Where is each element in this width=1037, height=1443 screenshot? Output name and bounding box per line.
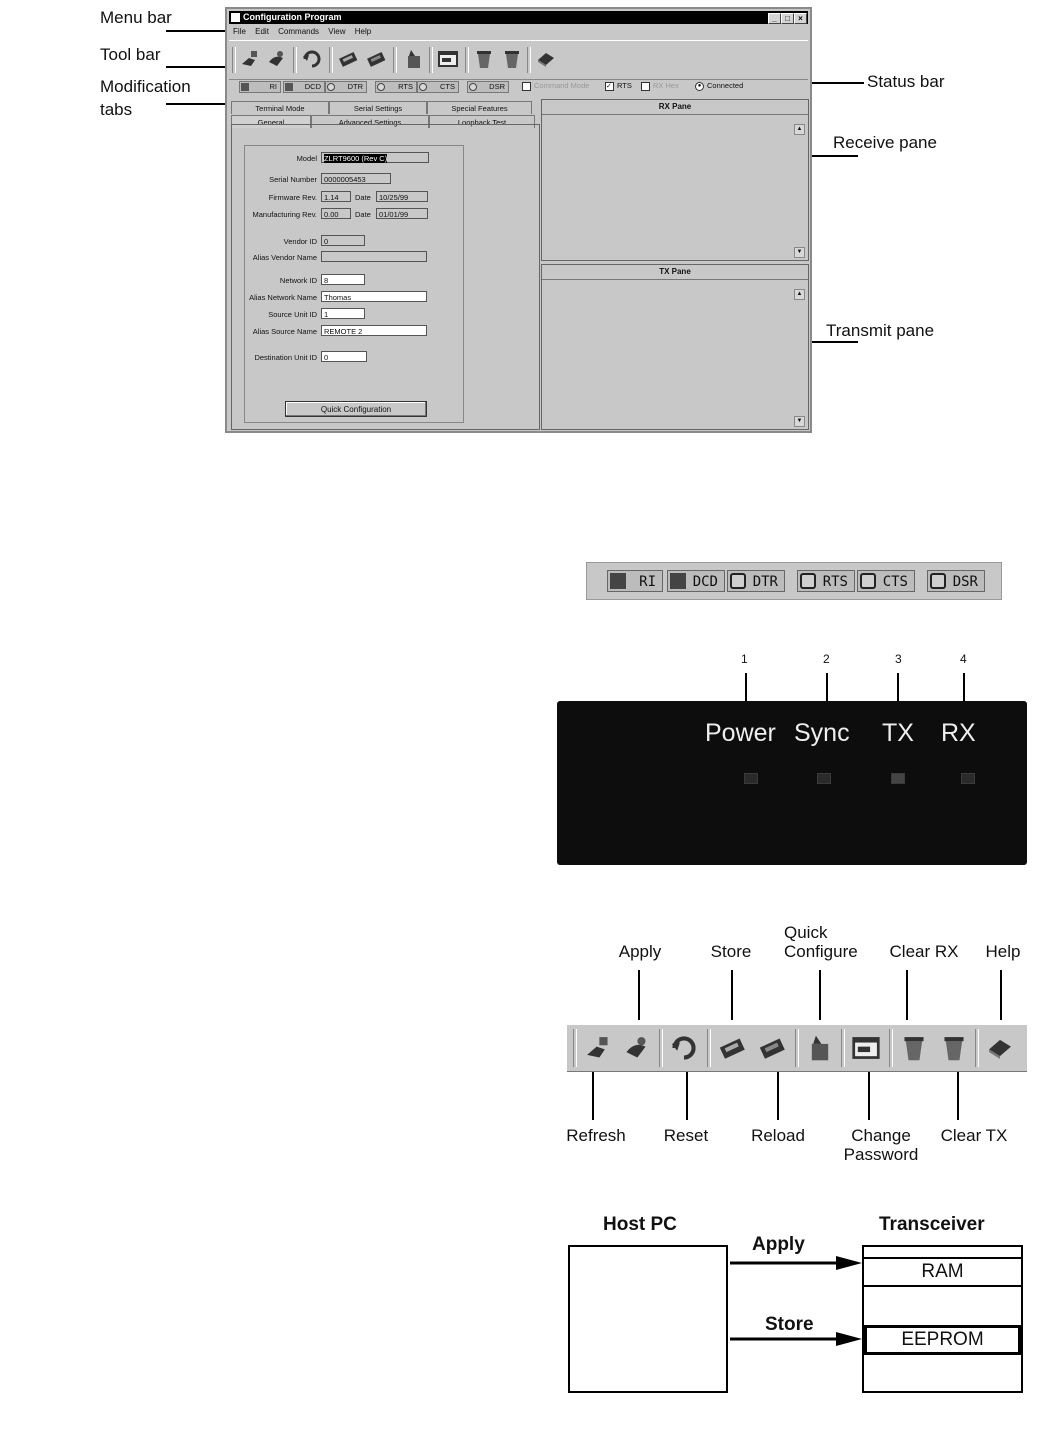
help-icon[interactable]: [985, 1033, 1015, 1063]
tool-bar: [229, 40, 808, 80]
led-dtr: DTR: [325, 81, 367, 93]
tool-bar-callout: Tool bar: [100, 45, 161, 64]
menu-view[interactable]: View: [328, 27, 346, 36]
store-arrow-label: Store: [765, 1314, 814, 1335]
tab-general[interactable]: General: [231, 115, 311, 128]
reset-icon[interactable]: [301, 48, 323, 70]
indicator-number-2: 2: [823, 652, 830, 666]
strip-led-dcd: DCD: [667, 570, 725, 592]
transmit-pane-callout: Transmit pane: [826, 321, 935, 340]
status-led-strip: [586, 562, 1002, 600]
alias-vendor-name-field: [321, 251, 427, 262]
reset-legend: Reset: [663, 1126, 709, 1145]
tx-scroll-down-button[interactable]: ▼: [794, 416, 805, 427]
strip-led-ri: RI: [607, 570, 663, 592]
receive-pane-callout: Receive pane: [833, 133, 937, 152]
firmware-rev-field: 1.14: [321, 191, 351, 202]
vendor-id-field: 0: [321, 235, 365, 246]
power-led: [744, 773, 758, 784]
status-bar-callout: Status bar: [867, 72, 945, 91]
ram-block: RAM: [864, 1257, 1021, 1287]
configuration-window: [225, 7, 812, 433]
tab-advanced-settings[interactable]: Advanced Settings: [311, 115, 429, 128]
indicator-number-1: 1: [741, 652, 748, 666]
refresh-icon[interactable]: [583, 1033, 613, 1063]
indicator-number-4: 4: [960, 652, 967, 666]
menu-commands[interactable]: Commands: [278, 27, 320, 36]
device-info-group: [244, 145, 464, 423]
change-password-icon[interactable]: [851, 1033, 881, 1063]
menu-bar-callout: Menu bar: [100, 8, 172, 27]
led-rts: RTS: [375, 81, 417, 93]
clear-tx-icon[interactable]: [501, 48, 523, 70]
quick-configure-legend: Quick Configure: [784, 923, 858, 961]
change-password-icon[interactable]: [437, 48, 459, 70]
power-label: Power: [705, 719, 776, 747]
host-pc-box: [568, 1245, 728, 1393]
clear-tx-icon[interactable]: [939, 1033, 969, 1063]
alias-vendor-name-label: Alias Vendor Name: [252, 253, 317, 262]
model-label: Model: [296, 154, 317, 163]
destination-unit-id-field[interactable]: 0: [321, 351, 367, 362]
model-field: ZLRT9600 (Rev C): [321, 152, 429, 163]
menu-edit[interactable]: Edit: [255, 27, 269, 36]
rx-scroll-down-button[interactable]: ▼: [794, 247, 805, 258]
manufacturing-rev-label: Manufacturing Rev.: [252, 210, 317, 219]
reload-icon[interactable]: [365, 48, 387, 70]
alias-source-name-label: Alias Source Name: [252, 327, 317, 336]
change-password-legend: Change Password: [843, 1126, 919, 1164]
source-unit-id-field[interactable]: 1: [321, 308, 365, 319]
general-panel: [231, 124, 540, 430]
tx-pane: [541, 264, 809, 430]
manufacturing-date-label: Date: [355, 210, 371, 219]
transceiver-heading: Transceiver: [879, 1214, 985, 1235]
destination-unit-id-label: Destination Unit ID: [254, 353, 317, 362]
network-id-field[interactable]: 8: [321, 274, 365, 285]
alias-network-name-label: Alias Network Name: [249, 293, 317, 302]
reload-icon[interactable]: [757, 1033, 787, 1063]
rts-checkbox[interactable]: ✓: [605, 82, 614, 91]
quick-configuration-button[interactable]: Quick Configuration: [285, 401, 427, 417]
connected-label: Connected: [707, 81, 744, 90]
clear-rx-icon[interactable]: [473, 48, 495, 70]
rx-pane-title: RX Pane: [542, 100, 808, 115]
indicator-number-3: 3: [895, 652, 902, 666]
source-unit-id-label: Source Unit ID: [268, 310, 317, 319]
firmware-date-field: 10/25/99: [376, 191, 428, 202]
minimize-button[interactable]: _: [768, 13, 781, 24]
rx-led: [961, 773, 975, 784]
strip-led-rts: RTS: [797, 570, 855, 592]
firmware-rev-label: Firmware Rev.: [268, 193, 317, 202]
rx-hex-label: RX Hex: [653, 81, 679, 90]
store-legend: Store: [710, 942, 752, 961]
menu-help[interactable]: Help: [354, 27, 372, 36]
rx-hex-checkbox[interactable]: [641, 82, 650, 91]
menu-bar: [229, 25, 808, 38]
title-bar: [229, 11, 808, 24]
store-icon[interactable]: [337, 48, 359, 70]
window-title: Configuration Program: [243, 12, 342, 22]
sync-label: Sync: [794, 719, 850, 747]
strip-led-dsr: DSR: [927, 570, 985, 592]
apply-icon[interactable]: [621, 1033, 651, 1063]
tx-pane-title: TX Pane: [542, 265, 808, 280]
tab-special-features[interactable]: Special Features: [427, 101, 532, 114]
tab-loopback-test[interactable]: Loopback Test: [429, 115, 535, 128]
alias-source-name-field[interactable]: REMOTE 2: [321, 325, 427, 336]
clear-rx-legend: Clear RX: [889, 942, 959, 961]
status-bar: [229, 79, 808, 93]
manufacturing-date-field: 01/01/99: [376, 208, 428, 219]
serial-number-label: Serial Number: [269, 175, 317, 184]
led-ri: RI: [239, 81, 281, 93]
clear-rx-icon[interactable]: [899, 1033, 929, 1063]
transceiver-box: [862, 1245, 1023, 1393]
sync-led: [817, 773, 831, 784]
help-icon[interactable]: [535, 48, 557, 70]
network-id-label: Network ID: [279, 276, 317, 285]
tx-label: TX: [882, 719, 914, 747]
command-mode-checkbox[interactable]: [522, 82, 531, 91]
menu-file[interactable]: File: [233, 27, 246, 36]
led-cts: CTS: [417, 81, 459, 93]
apply-arrow-label: Apply: [752, 1234, 805, 1255]
serial-number-field: 0000005453: [321, 173, 391, 184]
alias-network-name-field[interactable]: Thomas: [321, 291, 427, 302]
quick-configure-icon[interactable]: [403, 48, 425, 70]
tx-led: [891, 773, 905, 784]
reset-icon[interactable]: [669, 1033, 699, 1063]
firmware-date-label: Date: [355, 193, 371, 202]
led-dsr: DSR: [467, 81, 509, 93]
app-icon: [231, 13, 240, 22]
vendor-id-label: Vendor ID: [283, 237, 317, 246]
manufacturing-rev-field: 0.00: [321, 208, 351, 219]
quick-configure-icon[interactable]: [805, 1033, 835, 1063]
tool-bar-zoom: [567, 1024, 1027, 1072]
apply-icon[interactable]: [265, 48, 287, 70]
help-legend: Help: [985, 942, 1021, 961]
host-pc-heading: Host PC: [603, 1214, 677, 1235]
strip-led-dtr: DTR: [727, 570, 785, 592]
rx-scroll-up-button[interactable]: ▲: [794, 124, 805, 135]
store-icon[interactable]: [717, 1033, 747, 1063]
maximize-button[interactable]: □: [781, 13, 794, 24]
strip-led-cts: CTS: [857, 570, 915, 592]
led-dcd: DCD: [283, 81, 325, 93]
transceiver-front-panel: [557, 701, 1027, 865]
refresh-legend: Refresh: [566, 1126, 626, 1145]
eeprom-block: EEPROM: [864, 1325, 1021, 1355]
rts-label: RTS: [617, 81, 632, 90]
rx-pane: [541, 99, 809, 261]
close-button[interactable]: ×: [794, 13, 807, 24]
apply-legend: Apply: [618, 942, 662, 961]
tab-terminal-mode[interactable]: Terminal Mode: [231, 101, 329, 114]
data-flow-arrows: [728, 1250, 868, 1350]
refresh-icon[interactable]: [239, 48, 261, 70]
command-mode-label: Command Mode: [534, 81, 590, 90]
tx-scroll-up-button[interactable]: ▲: [794, 289, 805, 300]
rx-label: RX: [941, 719, 976, 747]
clear-tx-legend: Clear TX: [940, 1126, 1008, 1145]
modification-tabs-callout: Modification tabs: [100, 77, 191, 119]
tab-serial-settings[interactable]: Serial Settings: [329, 101, 427, 114]
connected-radio[interactable]: ●: [695, 82, 704, 91]
reload-legend: Reload: [751, 1126, 805, 1145]
